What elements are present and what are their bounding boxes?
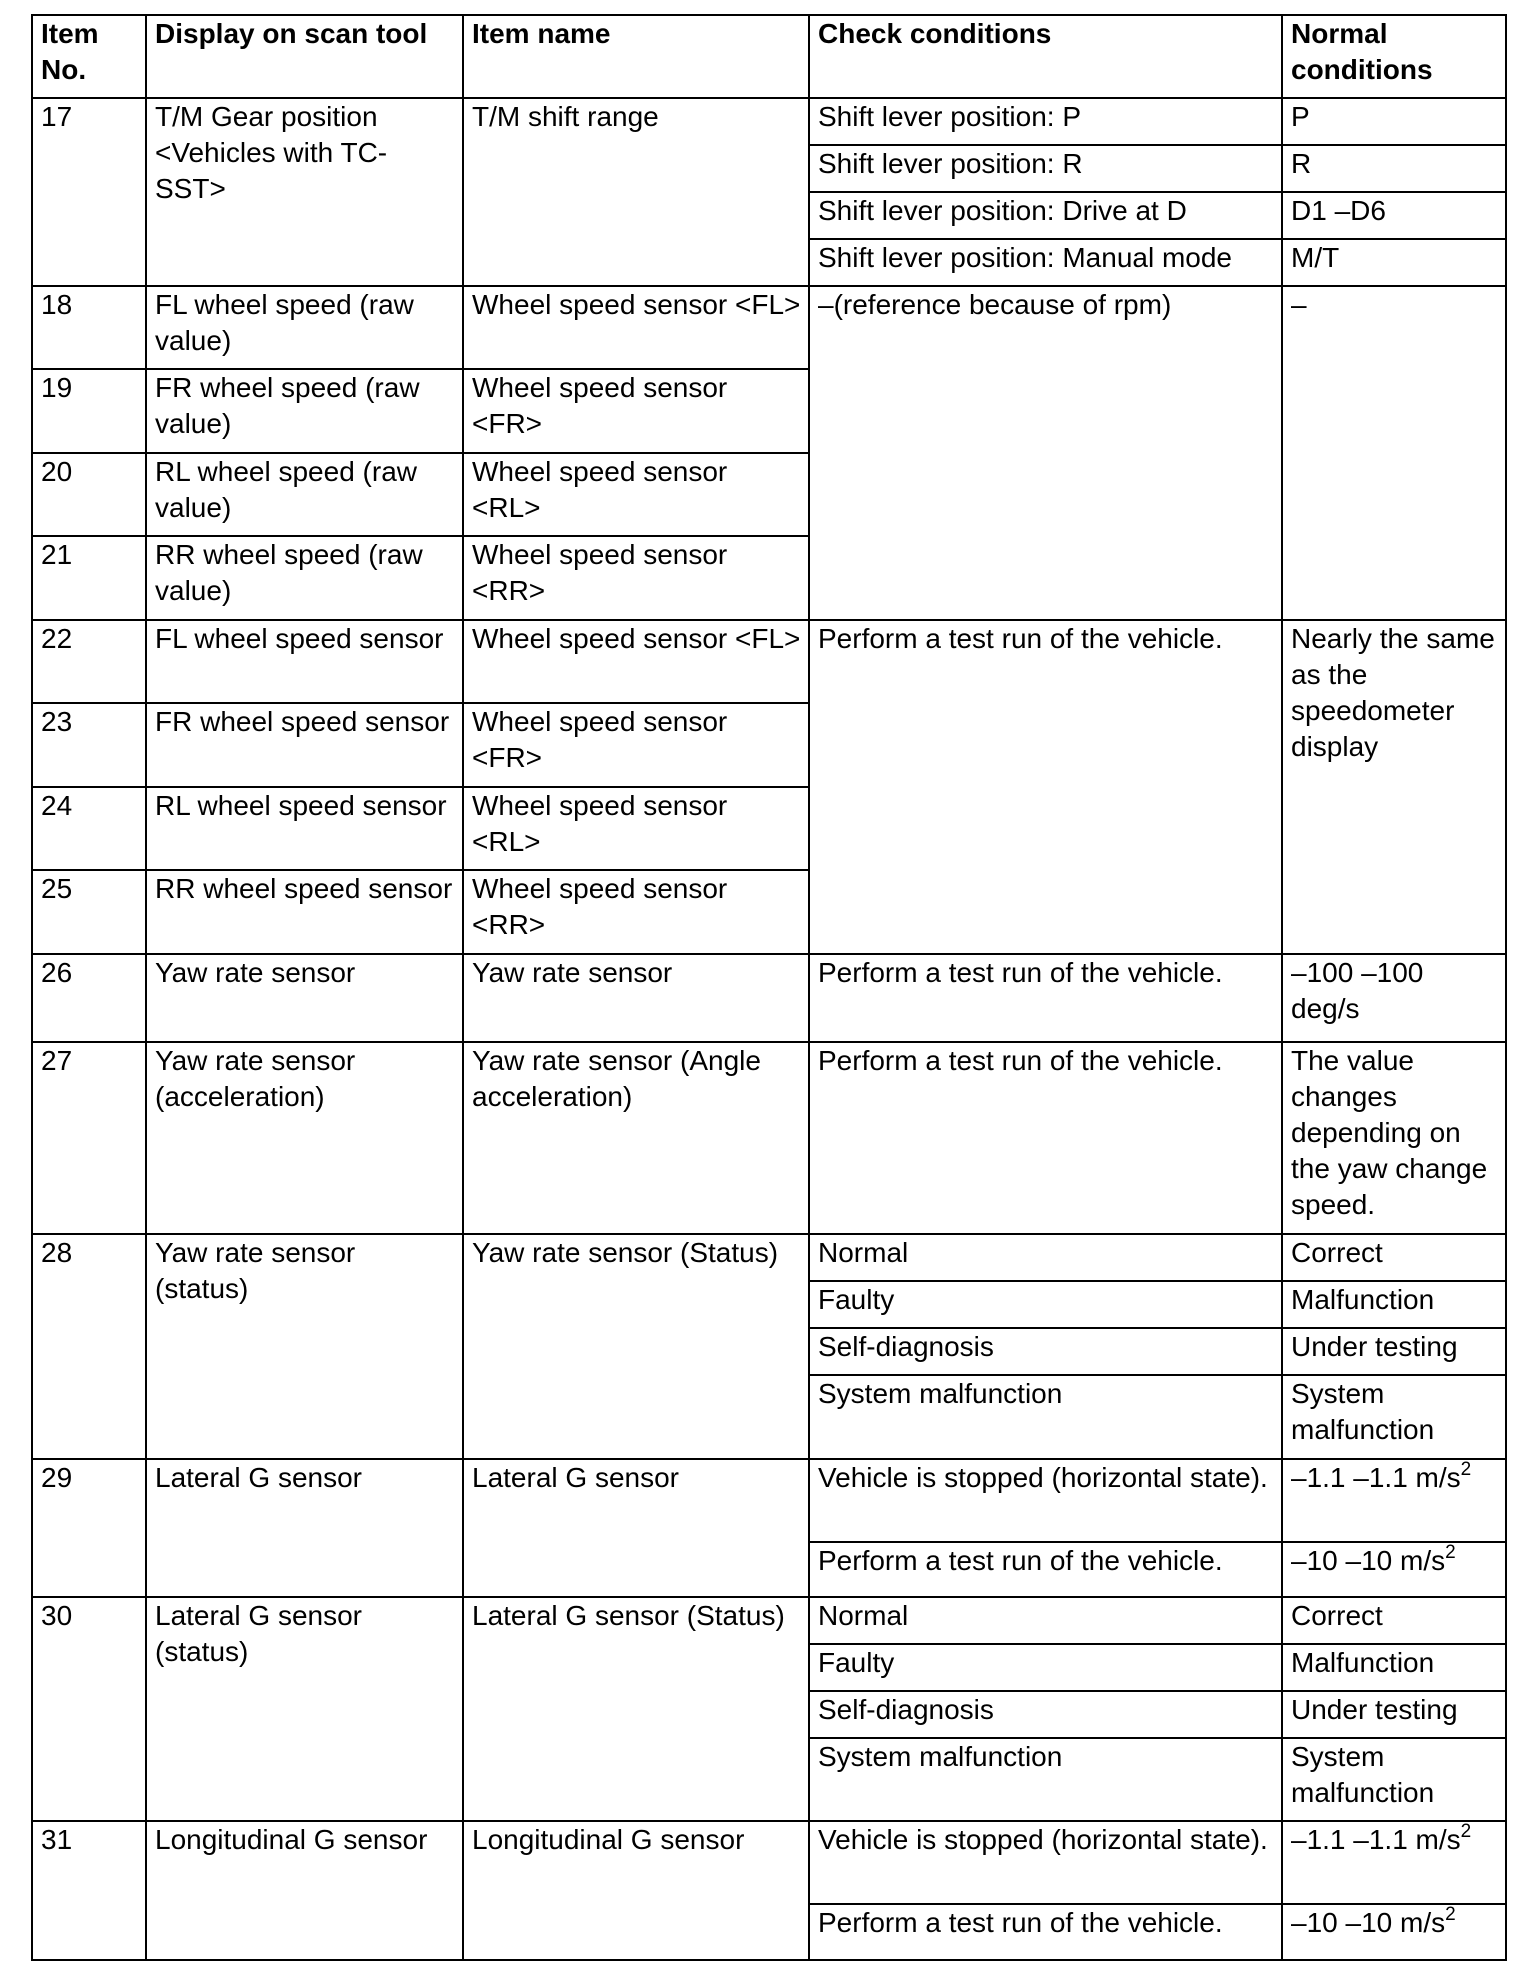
- normal-condition: M/T: [1282, 239, 1506, 286]
- normal-condition: System malfunction: [1282, 1375, 1506, 1459]
- item-no: 22: [32, 620, 146, 703]
- check-condition: Perform a test run of the vehicle.: [809, 1042, 1282, 1234]
- table-row: [32, 1234, 1506, 1281]
- check-condition: Perform a test run of the vehicle.: [809, 620, 1282, 954]
- normal-condition: System malfunction: [1282, 1738, 1506, 1821]
- normal-value: –10 –10 m/s: [1291, 1545, 1446, 1576]
- check-condition: Normal: [809, 1597, 1282, 1644]
- check-condition: Normal: [809, 1234, 1282, 1281]
- header-check-conditions: Check conditions: [809, 15, 1282, 98]
- check-condition: Shift lever position: P: [809, 98, 1282, 145]
- check-condition: Vehicle is stopped (horizontal state).: [809, 1459, 1282, 1542]
- display-name: Yaw rate sensor (status): [146, 1234, 463, 1459]
- normal-condition: [1282, 1459, 1506, 1542]
- normal-value: –1.1 –1.1 m/s: [1291, 1462, 1461, 1493]
- normal-condition: R: [1282, 145, 1506, 192]
- item-name: Lateral G sensor (Status): [463, 1597, 809, 1821]
- normal-condition: [1282, 1904, 1506, 1960]
- item-no: 26: [32, 954, 146, 1042]
- display-name: Lateral G sensor (status): [146, 1597, 463, 1821]
- display-name: RL wheel speed sensor: [146, 787, 463, 870]
- check-condition: Self-diagnosis: [809, 1691, 1282, 1738]
- check-condition: Perform a test run of the vehicle.: [809, 954, 1282, 1042]
- item-no: 29: [32, 1459, 146, 1597]
- item-name: Lateral G sensor: [463, 1459, 809, 1597]
- normal-condition: P: [1282, 98, 1506, 145]
- check-condition: Faulty: [809, 1281, 1282, 1328]
- unit-exponent: 2: [1445, 1542, 1456, 1563]
- item-name: T/M shift range: [463, 98, 809, 286]
- item-name: Wheel speed sensor <RR>: [463, 536, 809, 620]
- item-no: 17: [32, 98, 146, 286]
- check-condition: Perform a test run of the vehicle.: [809, 1904, 1282, 1960]
- check-condition: Shift lever position: Drive at D: [809, 192, 1282, 239]
- item-name: Yaw rate sensor (Angle acceleration): [463, 1042, 809, 1234]
- display-name: RL wheel speed (raw value): [146, 453, 463, 536]
- unit-exponent: 2: [1445, 1904, 1456, 1925]
- display-name: FL wheel speed (raw value): [146, 286, 463, 369]
- unit-exponent: 2: [1460, 1821, 1472, 1842]
- item-no: 23: [32, 703, 146, 787]
- normal-condition: Correct: [1282, 1597, 1506, 1644]
- check-condition: System malfunction: [809, 1738, 1282, 1821]
- display-name: RR wheel speed sensor: [146, 870, 463, 954]
- display-name: FR wheel speed (raw value): [146, 369, 463, 453]
- table-row: [32, 286, 1506, 369]
- normal-condition: [1282, 1542, 1506, 1597]
- normal-condition: Malfunction: [1282, 1281, 1506, 1328]
- display-name: Yaw rate sensor (acceleration): [146, 1042, 463, 1234]
- normal-condition: D1 –D6: [1282, 192, 1506, 239]
- item-name: Wheel speed sensor <FL>: [463, 286, 809, 369]
- display-name: T/M Gear position <Vehicles with TC-SST>: [146, 98, 463, 286]
- table-row: [32, 1821, 1506, 1904]
- unit-exponent: 2: [1460, 1459, 1472, 1480]
- normal-condition: –: [1282, 286, 1506, 620]
- item-no: 31: [32, 1821, 146, 1960]
- table-row: [32, 98, 1506, 145]
- display-name: Lateral G sensor: [146, 1459, 463, 1597]
- item-name: Wheel speed sensor <RL>: [463, 453, 809, 536]
- item-no: 20: [32, 453, 146, 536]
- item-name: Wheel speed sensor <RR>: [463, 870, 809, 954]
- header-normal-conditions: Normal conditions: [1282, 15, 1506, 98]
- item-no: 30: [32, 1597, 146, 1821]
- header-item-no: Item No.: [32, 15, 146, 98]
- display-name: FL wheel speed sensor: [146, 620, 463, 703]
- check-condition: System malfunction: [809, 1375, 1282, 1459]
- display-name: FR wheel speed sensor: [146, 703, 463, 787]
- item-no: 21: [32, 536, 146, 620]
- header-display: Display on scan tool: [146, 15, 463, 98]
- item-name: Yaw rate sensor: [463, 954, 809, 1042]
- normal-condition: –100 –100 deg/s: [1282, 954, 1506, 1042]
- item-no: 27: [32, 1042, 146, 1234]
- header-item-name: Item name: [463, 15, 809, 98]
- item-name: Wheel speed sensor <FL>: [463, 620, 809, 703]
- check-condition: Perform a test run of the vehicle.: [809, 1542, 1282, 1597]
- item-no: 25: [32, 870, 146, 954]
- check-condition: Vehicle is stopped (horizontal state).: [809, 1821, 1282, 1904]
- item-no: 19: [32, 369, 146, 453]
- check-condition: Shift lever position: Manual mode: [809, 239, 1282, 286]
- check-condition: Self-diagnosis: [809, 1328, 1282, 1375]
- normal-condition: Under testing: [1282, 1328, 1506, 1375]
- table-row: [32, 1459, 1506, 1542]
- normal-condition: Malfunction: [1282, 1644, 1506, 1691]
- item-name: Yaw rate sensor (Status): [463, 1234, 809, 1459]
- item-name: Longitudinal G sensor: [463, 1821, 809, 1960]
- item-no: 28: [32, 1234, 146, 1459]
- normal-condition: Correct: [1282, 1234, 1506, 1281]
- data-monitor-table: [31, 14, 1507, 1961]
- table-row: [32, 1042, 1506, 1234]
- normal-condition: The value changes depending on the yaw change speed.: [1282, 1042, 1506, 1234]
- normal-condition: Nearly the same as the speedometer display: [1282, 620, 1506, 954]
- item-name: Wheel speed sensor <RL>: [463, 787, 809, 870]
- header-row: [32, 15, 1506, 98]
- check-condition: Faulty: [809, 1644, 1282, 1691]
- item-name: Wheel speed sensor <FR>: [463, 369, 809, 453]
- table-row: [32, 954, 1506, 1042]
- item-no: 24: [32, 787, 146, 870]
- display-name: Longitudinal G sensor: [146, 1821, 463, 1960]
- display-name: RR wheel speed (raw value): [146, 536, 463, 620]
- table-row: [32, 620, 1506, 703]
- normal-condition: Under testing: [1282, 1691, 1506, 1738]
- normal-value: –10 –10 m/s: [1291, 1907, 1446, 1938]
- normal-condition: [1282, 1821, 1506, 1904]
- item-no: 18: [32, 286, 146, 369]
- check-condition: –(reference because of rpm): [809, 286, 1282, 620]
- normal-value: –1.1 –1.1 m/s: [1291, 1824, 1461, 1855]
- table-row: [32, 1597, 1506, 1644]
- item-name: Wheel speed sensor <FR>: [463, 703, 809, 787]
- check-condition: Shift lever position: R: [809, 145, 1282, 192]
- display-name: Yaw rate sensor: [146, 954, 463, 1042]
